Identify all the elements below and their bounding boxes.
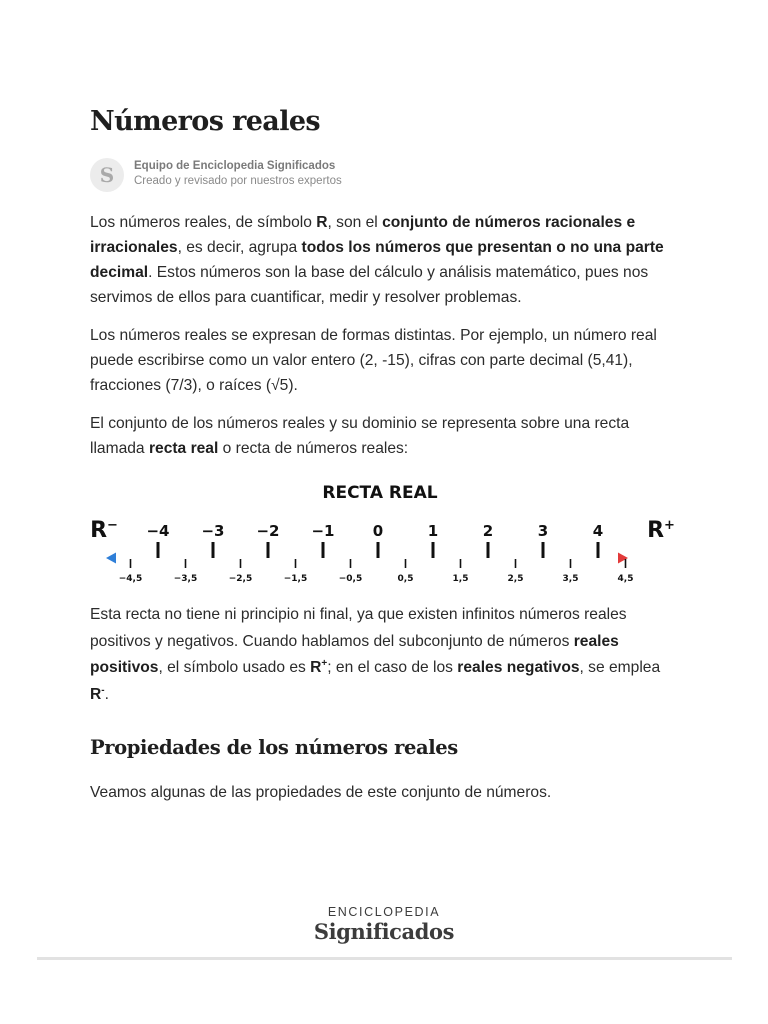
bold-text: conjunto de números racionales e irracionales <box>90 214 636 256</box>
minor-tick-label: −3,5 <box>173 574 198 584</box>
major-tick-label: 3 <box>537 522 549 540</box>
author-byline <box>90 158 490 194</box>
minor-tick-label: 2,5 <box>507 574 524 584</box>
text: . <box>104 685 109 703</box>
r-minus-label <box>90 518 118 543</box>
text: , son el <box>327 214 383 231</box>
arrow-left-icon <box>106 553 116 564</box>
forms-paragraph: Los números reales se expresan de formas distintas. Por ejemplo, un número real puede escribirse como un valor entero (2, -15), cifras con parte decimal (5,41), fracciones (7/3), o raíces (√5). <box>90 327 657 394</box>
figure-title: RECTA REAL <box>322 483 438 503</box>
section-heading: Propiedades de los números reales <box>90 736 458 759</box>
text: o recta de números reales: <box>218 440 409 457</box>
label-superscript: − <box>107 518 118 533</box>
major-tick-label: −4 <box>146 522 170 540</box>
author-avatar: S <box>90 158 124 192</box>
minor-tick-label: 1,5 <box>452 574 469 584</box>
logo-top-text: ENCICLOPEDIA <box>327 905 441 919</box>
symbol-letter: R <box>310 659 322 676</box>
r-plus-label <box>647 518 675 543</box>
minor-tick-label: 4,5 <box>617 574 634 584</box>
tick-group <box>119 522 634 584</box>
bold-text: recta real <box>148 440 219 457</box>
number-line-intro-paragraph <box>90 411 665 461</box>
minor-tick-label: −0,5 <box>338 574 363 584</box>
text: ; en el caso de los <box>327 659 458 676</box>
minor-tick-label: −4,5 <box>118 574 143 584</box>
text: , el símbolo usado es <box>158 659 311 676</box>
major-tick-label: −2 <box>256 522 280 540</box>
symbol-r-minus <box>90 686 105 703</box>
symbol-superscript: - <box>101 684 105 696</box>
major-tick-label: 1 <box>427 522 439 540</box>
text: , es decir, agrupa <box>177 239 302 256</box>
author-name[interactable]: Equipo de Enciclopedia Significados <box>134 160 336 172</box>
major-tick-label: −1 <box>311 522 335 540</box>
text: , se emplea <box>579 659 661 676</box>
minor-tick-label: 3,5 <box>562 574 579 584</box>
footer-divider <box>37 957 732 960</box>
symbol-r-plus <box>310 659 327 676</box>
symbol-letter: R <box>90 685 102 703</box>
author-subtitle: Creado y revisado por nuestros expertos <box>134 175 342 187</box>
major-tick-label: 0 <box>372 522 384 540</box>
minor-tick-label: −2,5 <box>228 574 253 584</box>
subsets-paragraph <box>90 602 665 708</box>
logo-main-text: Significados <box>313 919 455 944</box>
text: El conjunto de los números reales y su dominio se representa sobre una recta llamada <box>90 415 630 457</box>
arrow-right-icon <box>618 553 628 564</box>
label-letter: R <box>647 518 665 543</box>
bold-text: todos los números que presentan o no una parte decimal <box>90 239 664 281</box>
major-tick-label: −3 <box>201 522 225 540</box>
footer-logo[interactable] <box>0 905 768 945</box>
major-tick-label: 4 <box>592 522 604 540</box>
minor-tick-label: 0,5 <box>397 574 414 584</box>
properties-paragraph: Veamos algunas de las propiedades de este conjunto de números. <box>90 784 552 801</box>
text: . Estos números son la base del cálculo y análisis matemático, pues nos servimos de ellos para cuantificar, medir y resolver problemas. <box>90 264 649 306</box>
bold-text: reales negativos <box>457 659 580 676</box>
minor-tick-label: −1,5 <box>283 574 308 584</box>
label-letter: R <box>90 518 108 543</box>
major-tick-label: 2 <box>482 522 494 540</box>
text: Los números reales, de símbolo <box>90 214 317 231</box>
page-title: Números reales <box>90 106 321 137</box>
label-superscript: + <box>664 518 675 533</box>
text: Esta recta no tiene ni principio ni final, ya que existen infinitos números reales positivos y negativos. Cuando hablamos del subconjunto de números <box>90 606 627 650</box>
number-line-svg <box>88 476 684 588</box>
bold-text: reales positivos <box>90 632 619 676</box>
intro-paragraph <box>90 210 665 310</box>
bold-text: R <box>316 214 328 231</box>
number-line-figure <box>88 476 684 588</box>
symbol-superscript: + <box>321 657 328 669</box>
